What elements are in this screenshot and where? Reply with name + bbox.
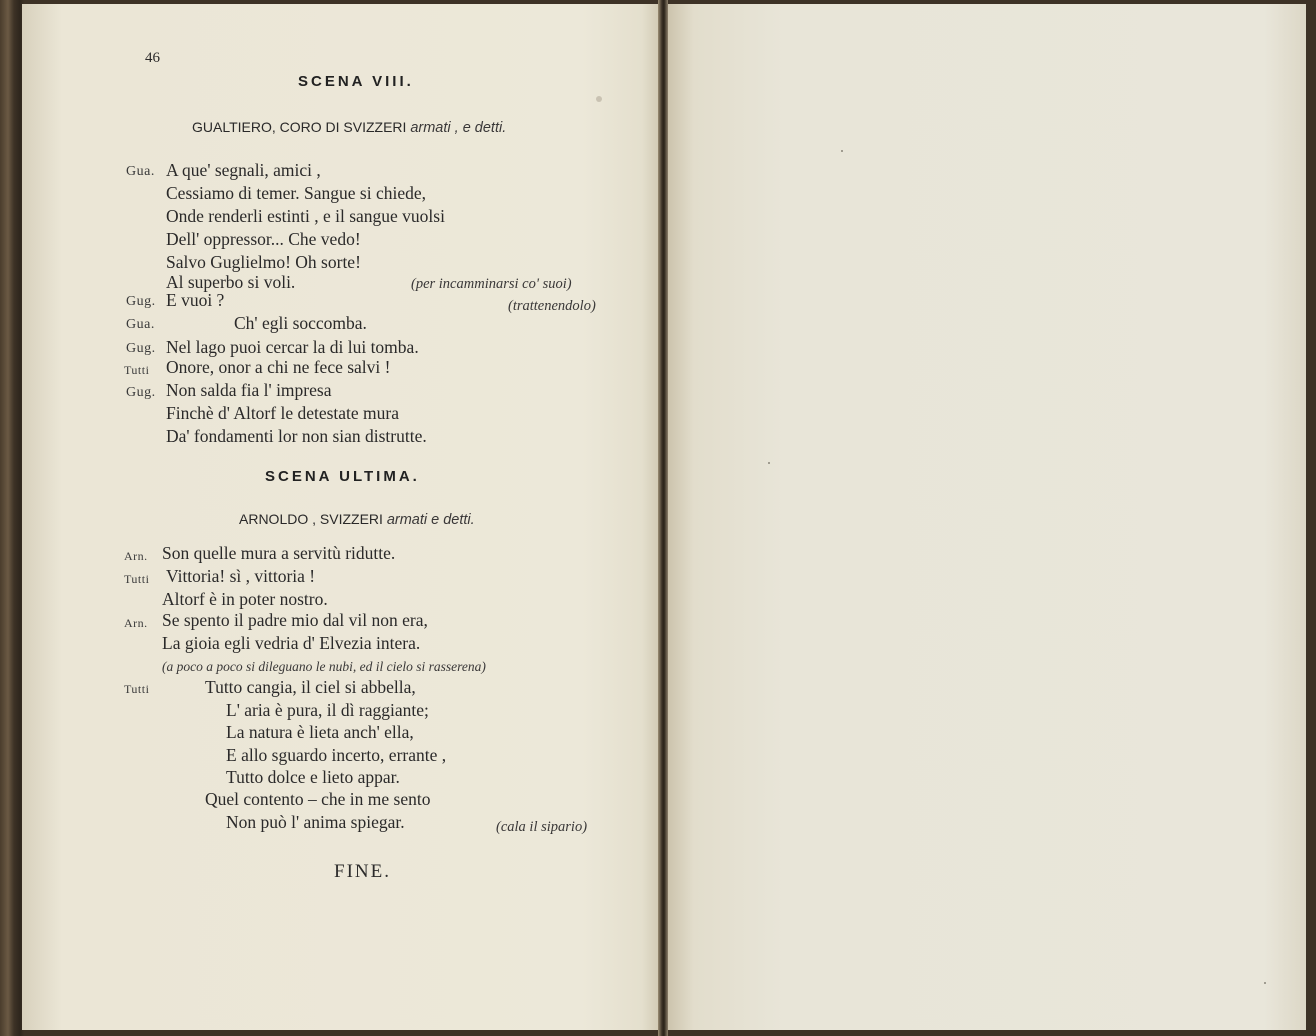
verse-line: Altorf è in poter nostro. (162, 589, 328, 609)
verse-line: Onore, onor a chi ne fece salvi ! (166, 357, 391, 377)
speaker-label: Tutti (124, 682, 150, 696)
paper-stain (596, 96, 602, 102)
verse-line: Al superbo si voli. (166, 272, 296, 292)
verse-line: Salvo Guglielmo! Oh sorte! (166, 252, 361, 272)
stage-direction: (cala il sipario) (496, 819, 588, 835)
speaker-label: Tutti (124, 572, 150, 586)
verse-line: Dell' oppressor... Che vedo! (166, 229, 361, 249)
page-number: 46 (145, 50, 160, 66)
verse-line: E vuoi ? (166, 290, 225, 310)
stage-direction: (trattenendolo) (508, 298, 596, 314)
verse-line: Onde renderli estinti , e il sangue vuolsi (166, 206, 445, 226)
cast-note: armati , e detti. (410, 120, 507, 136)
chorus-line: Non può l' anima spiegar. (226, 812, 405, 832)
speaker-label: Gua. (126, 164, 155, 179)
verse-line: Se spento il padre mio dal vil non era, (162, 610, 428, 630)
chorus-line: L' aria è pura, il dì raggiante; (226, 700, 429, 720)
right-page-blank (664, 4, 1306, 1030)
stage-direction: (a poco a poco si dileguano le nubi, ed il cielo si rasserena) (162, 659, 486, 674)
chorus-line: La natura è lieta anch' ella, (226, 722, 414, 742)
verse-line: A que' segnali, amici , (166, 160, 321, 180)
end-mark: FINE. (334, 861, 391, 882)
paper-speck (1264, 982, 1266, 984)
speaker-label: Gug. (126, 385, 156, 400)
speaker-label: Arn. (124, 616, 148, 630)
cast-list (239, 509, 475, 530)
chorus-line: Tutto cangia, il ciel si abbella, (205, 677, 416, 697)
verse-line: La gioia egli vedria d' Elvezia intera. (162, 633, 421, 653)
cast-names: GUALTIERO, CORO DI SVIZZERI (192, 119, 407, 135)
speaker-label: Gug. (126, 294, 156, 309)
cast-names: ARNOLDO , SVIZZERI (239, 511, 383, 527)
verse-line: Vittoria! sì , vittoria ! (166, 566, 316, 586)
verse-line: Cessiamo di temer. Sangue si chiede, (166, 183, 427, 203)
speaker-label: Arn. (124, 549, 148, 563)
book-gutter (658, 0, 668, 1036)
scene-heading: SCENA ULTIMA. (265, 468, 420, 485)
verse-line: Ch' egli soccomba. (234, 313, 367, 333)
verse-line: Finchè d' Altorf le detestate mura (166, 403, 400, 423)
speaker-label: Gug. (126, 341, 156, 356)
paper-speck (768, 462, 770, 464)
verse-line: Da' fondamenti lor non sian distrutte. (166, 426, 427, 446)
chorus-line: Quel contento – che in me sento (205, 789, 431, 809)
speaker-label: Tutti (124, 363, 150, 377)
chorus-line: E allo sguardo incerto, errante , (226, 745, 447, 765)
chorus-line: Tutto dolce e lieto appar. (226, 767, 400, 787)
cast-list (192, 117, 506, 138)
verse-line: Son quelle mura a servitù ridutte. (162, 543, 396, 563)
paper-speck (841, 150, 843, 152)
cast-note: armati e detti. (386, 512, 475, 528)
speaker-label: Gua. (126, 317, 155, 332)
scene-heading: SCENA VIII. (298, 73, 414, 90)
verse-line: Non salda fia l' impresa (166, 380, 332, 400)
stage-direction: (per incamminarsi co' suoi) (411, 276, 572, 292)
verse-line: Nel lago puoi cercar la di lui tomba. (166, 337, 419, 357)
